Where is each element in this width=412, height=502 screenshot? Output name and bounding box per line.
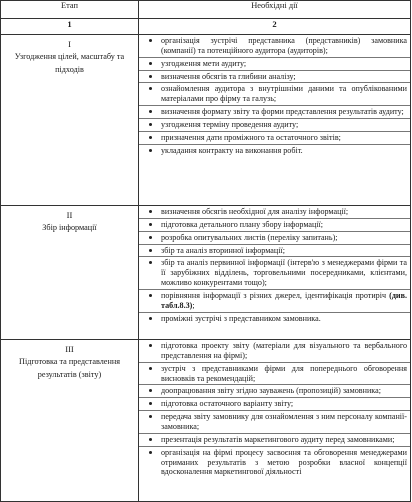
table-row: [1, 35, 411, 206]
list-item: збір та аналіз вторинної інформації;: [139, 245, 410, 258]
stage-cell: [1, 206, 139, 340]
column-number-2: 2: [139, 19, 411, 35]
list-item: презентація результатів маркетингового аудиту перед замовниками;: [139, 434, 410, 447]
actions-cell: [139, 206, 411, 340]
actions-cell: [139, 35, 411, 206]
list-item: визначення обсягів необхідної для аналізу інформації;: [139, 206, 410, 219]
list-item: підготовка остаточного варіанту звіту;: [139, 398, 410, 411]
list-item-text: порівняння інформації з різних джерел, ідентифікація протиріч: [161, 291, 387, 301]
list-item: порівняння інформації з різних джерел, ідентифікація протиріч (див. табл.8.3);: [139, 290, 410, 313]
stage-cell: [1, 35, 139, 206]
list-item: зустріч з представниками фірми для попереднього обговорення висновків та рекомендацій;: [139, 363, 410, 386]
list-item: розробка опитувальних листів (переліку запитань);: [139, 232, 410, 245]
actions-cell: [139, 340, 411, 502]
list-item: збір та аналіз первинної інформації (інтерв'ю з менеджерами фірми та її зарубіжних відділень, торговельними посередниками, клієнтами, можливо конкурентами тощо);: [139, 257, 410, 290]
table-row: [1, 340, 411, 502]
list-item: узгодження терміну проведення аудиту;: [139, 119, 410, 132]
list-item: проміжні зустрічі з представником замовника.: [139, 313, 410, 325]
list-item: ознайомлення аудитора з внутрішніми даними та опублікованими матеріалами про фірму та галузь;: [139, 83, 410, 106]
actions-list: [139, 206, 410, 325]
stage-numeral: І: [68, 39, 71, 49]
list-item: призначення дати проміжного та остаточного звітів;: [139, 132, 410, 145]
actions-list: [139, 35, 410, 157]
list-item: укладання контракту на виконання робіт.: [139, 145, 410, 157]
list-item: передача звіту замовнику для ознайомлення з ним персоналу компанії-замовника;: [139, 411, 410, 434]
stage-name: Узгодження цілей, масштабу та підходів: [14, 52, 125, 74]
table-header-row: [1, 1, 411, 19]
table-number-row: [1, 19, 411, 35]
table-reference: (див. табл.8.3): [161, 291, 407, 310]
actions-list: [139, 340, 410, 478]
column-number-1: 1: [1, 19, 139, 35]
list-item: узгодження мети аудиту;: [139, 58, 410, 71]
stage-numeral: ІІІ: [65, 344, 74, 354]
list-item: доопрацювання звіту згідно зауважень (пропозицій) замовника;: [139, 385, 410, 398]
header-actions: Необхідні дії: [139, 1, 411, 19]
list-item: підготовка детального плану збору інформації;: [139, 219, 410, 232]
stage-name: Збір інформації: [42, 223, 97, 233]
list-item: визначення обсягів та глибини аналізу;: [139, 71, 410, 84]
list-item: організація на фірмі процесу засвоєння та обговорення менеджерами отриманих результатів з метою розробки власної концепції вдосконалення маркетингової діяльності: [139, 447, 410, 479]
list-item: підготовка проекту звіту (матеріали для візуального та вербального представлення на фірмі);: [139, 340, 410, 363]
stage-name: Підготовка та представлення результатів (звіту): [19, 357, 120, 379]
header-stage: Етап: [1, 1, 139, 19]
list-item: визначення формату звіту та форми представлення результатів аудиту;: [139, 106, 410, 119]
stage-cell: [1, 340, 139, 502]
table-row: [1, 206, 411, 340]
stage-numeral: ІІ: [66, 210, 73, 220]
list-item: організація зустрічі представника (представників) замовника (компанії) та потенційного аудитора (аудиторів);: [139, 35, 410, 58]
